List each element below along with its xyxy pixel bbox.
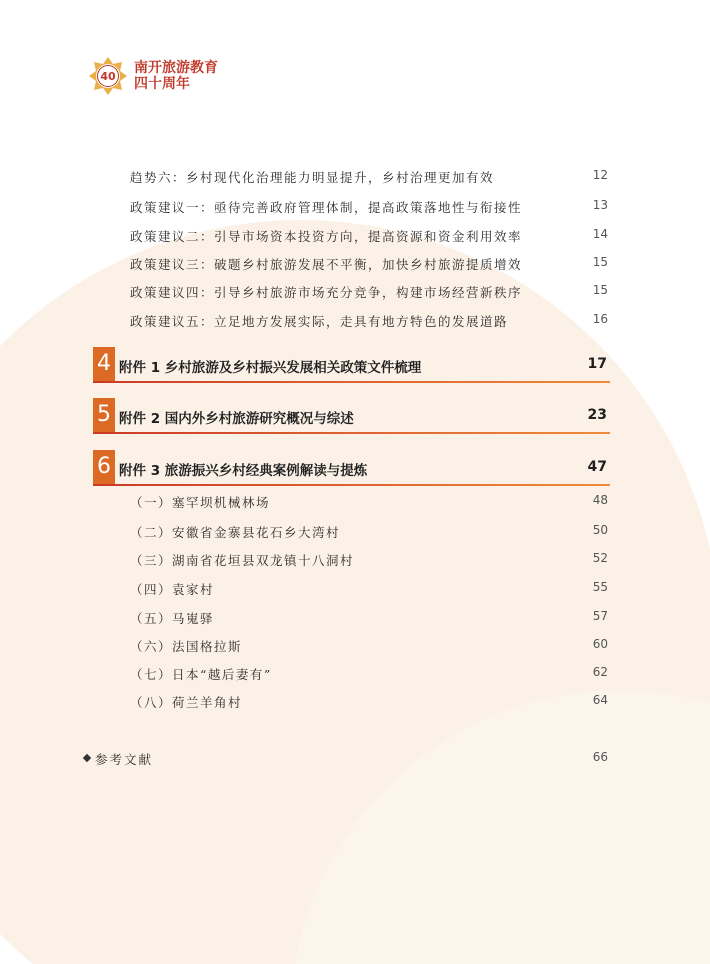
case-entry[interactable] <box>0 551 710 571</box>
chapter-number: 6 <box>93 450 115 484</box>
case-entry[interactable] <box>0 637 710 657</box>
toc-entry-page: 12 <box>592 168 608 182</box>
chapter-heading-5[interactable] <box>93 398 610 432</box>
case-entry-page: 60 <box>592 637 608 651</box>
toc-entry[interactable] <box>0 312 710 332</box>
chapter-title: 附件 1 乡村旅游及乡村振兴发展相关政策文件梳理 <box>119 360 422 376</box>
case-entry[interactable] <box>0 665 710 685</box>
case-entry-title: （三）湖南省花垣县双龙镇十八洞村 <box>130 553 355 568</box>
case-entry[interactable] <box>0 609 710 629</box>
chapter-page: 17 <box>587 356 607 372</box>
chapter-divider <box>93 484 610 486</box>
toc-entry-title: 政策建议二：引导市场资本投资方向，提高资源和资金利用效率 <box>130 229 523 244</box>
case-entry-page: 52 <box>592 551 608 565</box>
anniversary-emblem-icon <box>88 56 128 96</box>
toc-entry-title: 趋势六：乡村现代化治理能力明显提升，乡村治理更加有效 <box>130 170 495 185</box>
chapter-page: 23 <box>587 407 607 423</box>
references-entry[interactable] <box>0 750 710 770</box>
toc-entry[interactable] <box>0 283 710 303</box>
references-title: 参考文献 <box>95 752 154 767</box>
bullet-diamond-icon <box>83 754 91 762</box>
toc-entry[interactable] <box>0 168 710 188</box>
toc-entry-title: 政策建议一：亟待完善政府管理体制，提高政策落地性与衔接性 <box>130 200 523 215</box>
case-entry-page: 48 <box>592 493 608 507</box>
toc-entry-page: 14 <box>592 227 608 241</box>
case-entry-page: 62 <box>592 665 608 679</box>
toc-entry-title: 政策建议五：立足地方发展实际，走具有地方特色的发展道路 <box>130 314 509 329</box>
organization-line-2: 四十周年 <box>134 76 190 92</box>
toc-entry[interactable] <box>0 255 710 275</box>
chapter-heading-6[interactable] <box>93 450 610 484</box>
toc-entry[interactable] <box>0 227 710 247</box>
case-entry-title: （四）袁家村 <box>130 582 215 597</box>
case-entry-title: （五）马嵬驿 <box>130 611 215 626</box>
case-entry[interactable] <box>0 523 710 543</box>
case-entry-title: （一）塞罕坝机械林场 <box>130 495 271 510</box>
toc-entry-page: 16 <box>592 312 608 326</box>
toc-entry-title: 政策建议三：破题乡村旅游发展不平衡，加快乡村旅游提质增效 <box>130 257 523 272</box>
toc-entry-page: 15 <box>592 255 608 269</box>
case-entry-page: 50 <box>592 523 608 537</box>
chapter-number: 5 <box>93 398 115 432</box>
case-entry[interactable] <box>0 693 710 713</box>
emblem-number: 40 <box>100 70 116 83</box>
case-entry-page: 57 <box>592 609 608 623</box>
case-entry-title: （二）安徽省金寨县花石乡大湾村 <box>130 525 341 540</box>
chapter-title: 附件 2 国内外乡村旅游研究概况与综述 <box>119 411 354 427</box>
toc-entry-title: 政策建议四：引导乡村旅游市场充分竞争，构建市场经营新秩序 <box>130 285 523 300</box>
case-entry-page: 64 <box>592 693 608 707</box>
chapter-number: 4 <box>93 347 115 381</box>
chapter-title: 附件 3 旅游振兴乡村经典案例解读与提炼 <box>119 463 368 479</box>
case-entry-title: （八）荷兰羊角村 <box>130 695 243 710</box>
chapter-divider <box>93 381 610 383</box>
case-entry[interactable] <box>0 580 710 600</box>
chapter-divider <box>93 432 610 434</box>
toc-entry-page: 13 <box>592 198 608 212</box>
toc-entry[interactable] <box>0 198 710 218</box>
case-entry-page: 55 <box>592 580 608 594</box>
toc-entry-page: 15 <box>592 283 608 297</box>
case-entry-title: （七）日本“越后妻有” <box>130 667 272 682</box>
references-page: 66 <box>592 750 608 764</box>
chapter-page: 47 <box>587 459 607 475</box>
case-entry-title: （六）法国格拉斯 <box>130 639 243 654</box>
organization-line-1: 南开旅游教育 <box>134 60 218 76</box>
chapter-heading-4[interactable] <box>93 347 610 381</box>
organization-name <box>134 60 218 92</box>
case-entry[interactable] <box>0 493 710 513</box>
